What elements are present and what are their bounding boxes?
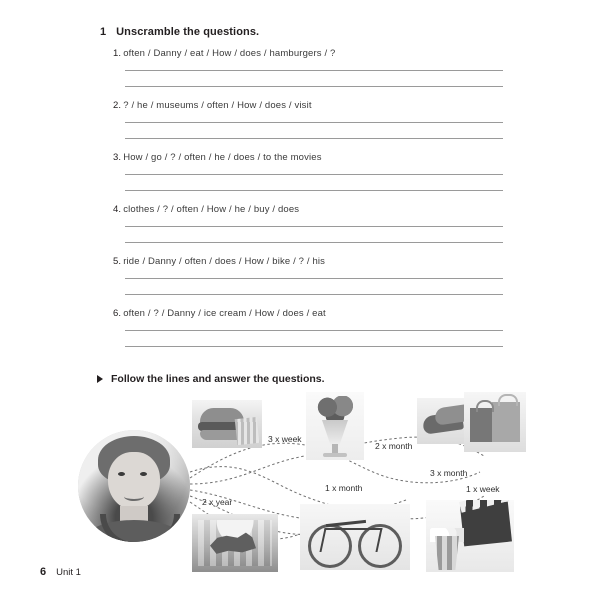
question-text-wrap [113, 152, 503, 163]
follow-instruction [97, 373, 325, 385]
answer-line[interactable] [125, 278, 503, 279]
answer-line[interactable] [125, 242, 503, 243]
answer-line[interactable] [125, 330, 503, 331]
exercise-title: Unscramble the questions. [116, 26, 260, 38]
picture-puzzle-area [60, 392, 540, 572]
question-number: 4. [113, 204, 122, 215]
frequency-label: 3 x month [430, 468, 468, 478]
answer-line[interactable] [125, 138, 503, 139]
avatar [78, 430, 190, 542]
answer-line[interactable] [125, 294, 503, 295]
sundae-scoops [316, 396, 354, 424]
ice-cream-sundae-photo [306, 392, 364, 460]
bicycle-photo [300, 504, 410, 570]
shopping-bag-right [492, 402, 520, 442]
exercise-number: 1 [100, 26, 107, 38]
frequency-label: 1 x week [466, 484, 500, 494]
avatar-eye-left [118, 472, 125, 476]
question-text-wrap [113, 100, 503, 111]
exercise-heading [100, 26, 259, 38]
question-text-wrap [113, 256, 503, 267]
hamburger-and-fries-photo [192, 400, 262, 448]
bag-handle-right [498, 394, 518, 406]
frequency-label: 2 x month [375, 441, 413, 451]
follow-instruction-text: Follow the lines and answer the questions. [111, 373, 325, 385]
answer-line[interactable] [125, 190, 503, 191]
headphones-icon [100, 514, 180, 542]
avatar-face [108, 452, 160, 510]
question-words: ride / Danny / often / does / How / bike / ? / his [123, 256, 326, 267]
avatar-mouth [124, 492, 144, 501]
triangle-bullet-icon [97, 375, 103, 383]
unit-label: Unit 1 [56, 567, 81, 578]
shopping-bags-photo [464, 392, 526, 452]
answer-line[interactable] [125, 174, 503, 175]
question-words: How / go / ? / often / he / does / to the movies [123, 152, 322, 163]
question-number: 5. [113, 256, 122, 267]
question-number: 1. [113, 48, 122, 59]
answer-line[interactable] [125, 70, 503, 71]
question-list [113, 48, 503, 360]
frequency-label: 3 x week [268, 434, 302, 444]
question-text-wrap [113, 48, 503, 59]
cinema-clapperboard-popcorn-photo [426, 500, 514, 572]
question-text-wrap [113, 308, 503, 319]
question-words: clothes / ? / often / How / he / buy / does [123, 204, 300, 215]
question-words: often / ? / Danny / ice cream / How / does / eat [123, 308, 326, 319]
frequency-label: 1 x month [325, 483, 363, 493]
bike-frame [319, 528, 382, 552]
question-item [113, 152, 503, 204]
bag-handle-left [476, 400, 494, 412]
clapperboard-icon [460, 502, 512, 547]
sundae-base [323, 453, 347, 457]
avatar-eye-right [140, 472, 147, 476]
question-words: ? / he / museums / often / How / does / visit [123, 100, 312, 111]
question-item [113, 100, 503, 152]
answer-line[interactable] [125, 346, 503, 347]
frequency-label: 2 x year [202, 497, 233, 507]
fries [235, 417, 260, 445]
museum-dinosaur-photo [192, 514, 278, 572]
page-number: 6 [40, 566, 47, 578]
question-text-wrap [113, 204, 503, 215]
question-number: 2. [113, 100, 122, 111]
question-words: often / Danny / eat / How / does / hamburgers / ? [123, 48, 336, 59]
question-item [113, 204, 503, 256]
question-item [113, 48, 503, 100]
question-number: 6. [113, 308, 122, 319]
page-footer [40, 566, 81, 578]
answer-line[interactable] [125, 86, 503, 87]
answer-line[interactable] [125, 226, 503, 227]
question-item [113, 256, 503, 308]
question-item [113, 308, 503, 360]
answer-line[interactable] [125, 122, 503, 123]
question-number: 3. [113, 152, 122, 163]
